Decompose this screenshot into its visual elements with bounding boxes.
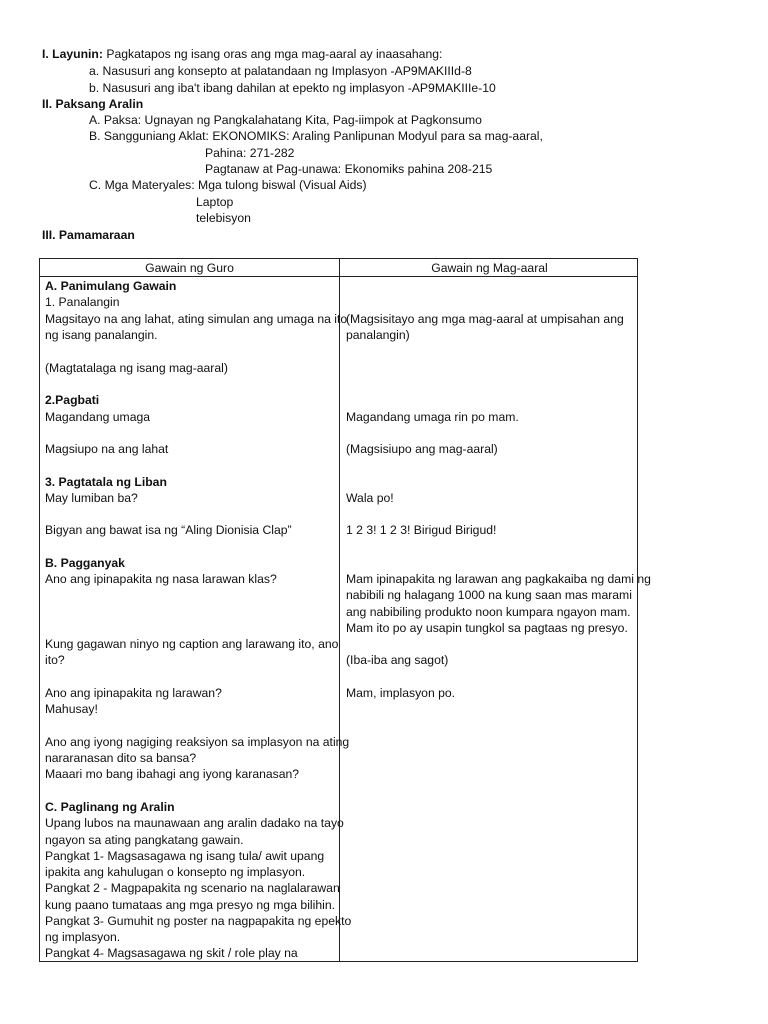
objectives-intro: Pagkatapos ng isang oras ang mga mag-aaral ay inaasahang:: [106, 47, 443, 61]
teacher-text: May lumiban ba?: [45, 491, 138, 505]
student-text: Magandang umaga rin po mam.: [346, 410, 519, 424]
reference-extra: Pagtanaw at Pag-unawa: Ekonomiks pahina 208-215: [205, 162, 493, 176]
student-text: nabibili ng halagang 1000 na kung saan mas marami: [346, 588, 632, 602]
teacher-text: ito?: [45, 653, 65, 667]
heading-pagtatala: 3. Pagtatala ng Liban: [45, 475, 167, 489]
teacher-text: ng isang panalangin.: [45, 328, 158, 342]
teacher-text: Upang lubos na maunawaan ang aralin dadako na tayo: [45, 816, 344, 830]
student-text: Mam ipinapakita ng larawan ang pagkakaiba ng dami ng: [346, 572, 651, 586]
procedure-label: III. Pamamaraan: [42, 228, 135, 242]
teacher-text: ng implasyon.: [45, 930, 121, 944]
student-text: Mam, implasyon po.: [346, 686, 456, 700]
teacher-text: Kung gagawan ninyo ng caption ang larawang ito, ano: [45, 637, 339, 651]
teacher-column-header: Gawain ng Guro: [145, 261, 234, 275]
teacher-text: Magsiupo na ang lahat: [45, 442, 169, 456]
heading-pagganyak: B. Pagganyak: [45, 556, 125, 570]
material-tv: telebisyon: [196, 211, 251, 225]
student-text: (Magsisitayo ang mga mag-aaral at umpisahan ang: [346, 312, 624, 326]
student-column-header: Gawain ng Mag-aaral: [431, 261, 548, 275]
teacher-text: Ano ang ipinapakita ng nasa larawan klas?: [45, 572, 277, 586]
heading-paglinang: C. Paglinang ng Aralin: [45, 800, 175, 814]
teacher-text: Mahusay!: [45, 702, 98, 716]
teacher-text: ngayon sa ating pangkatang gawain.: [45, 833, 244, 847]
student-text: (Iba-iba ang sagot): [346, 653, 449, 667]
teacher-text: kung paano tumataas ang mga presyo ng mga bilihin.: [45, 898, 335, 912]
objective-b: b. Nasusuri ang iba't ibang dahilan at epekto ng implasyon -AP9MAKIIIe-10: [89, 81, 496, 95]
teacher-text: (Magtatalaga ng isang mag-aaral): [45, 361, 228, 375]
topic-line: A. Paksa: Ugnayan ng Pangkalahatang Kita, Pag-iimpok at Pagkonsumo: [89, 113, 482, 127]
teacher-text: Pangkat 1- Magsasagawa ng isang tula/ awit upang: [45, 849, 325, 863]
lesson-table: [39, 258, 651, 962]
teacher-text: Bigyan ang bawat isa ng “Aling Dionisia Clap”: [45, 523, 292, 537]
teacher-text: Ano ang ipinapakita ng larawan?: [45, 686, 222, 700]
student-text: ang nabibiling produkto noon kumpara ngayon mam.: [346, 605, 631, 619]
materials-line: C. Mga Materyales: Mga tulong biswal (Visual Aids): [89, 178, 367, 192]
teacher-panalangin: 1. Panalangin: [45, 295, 120, 309]
teacher-text: Pangkat 4- Magsasagawa ng skit / role play na: [45, 946, 298, 960]
student-text: Mam ito po ay usapin tungkol sa pagtaas ng presyo.: [346, 621, 628, 635]
reference-line: B. Sangguniang Aklat: EKONOMIKS: Araling Panlipunan Modyul para sa mag-aaral,: [89, 129, 543, 143]
student-text: (Magsisiupo ang mag-aaral): [346, 442, 498, 456]
teacher-text: Pangkat 2 - Magpapakita ng scenario na naglalarawan: [45, 881, 340, 895]
material-laptop: Laptop: [196, 195, 234, 209]
teacher-text: nararanasan dito sa bansa?: [45, 751, 197, 765]
teacher-text: Pangkat 3- Gumuhit ng poster na nagpapakita ng epekto: [45, 914, 352, 928]
heading-panimulang-gawain: A. Panimulang Gawain: [45, 279, 177, 293]
teacher-text: Magandang umaga: [45, 410, 151, 424]
column-divider: [339, 259, 340, 961]
student-text: 1 2 3! 1 2 3! Birigud Birigud!: [346, 523, 497, 537]
reference-pages: Pahina: 271-282: [205, 146, 295, 160]
teacher-text: ipakita ang kahulugan o konsepto ng implasyon.: [45, 865, 306, 879]
teacher-text: Ano ang iyong nagiging reaksiyon sa implasyon na ating: [45, 735, 350, 749]
teacher-text: Magsitayo na ang lahat, ating simulan ang umaga na ito: [45, 312, 348, 326]
student-text: Wala po!: [346, 491, 394, 505]
student-text: panalangin): [346, 328, 410, 342]
heading-pagbati: 2.Pagbati: [45, 393, 100, 407]
objective-a: a. Nasusuri ang konsepto at palatandaan ng Implasyon -AP9MAKIIId-8: [89, 64, 472, 78]
subject-label: II. Paksang Aralin: [42, 97, 144, 111]
objectives-label: I. Layunin:: [42, 47, 103, 61]
teacher-text: Maaari mo bang ibahagi ang iyong karanasan?: [45, 767, 300, 781]
objectives-line: [42, 46, 442, 62]
